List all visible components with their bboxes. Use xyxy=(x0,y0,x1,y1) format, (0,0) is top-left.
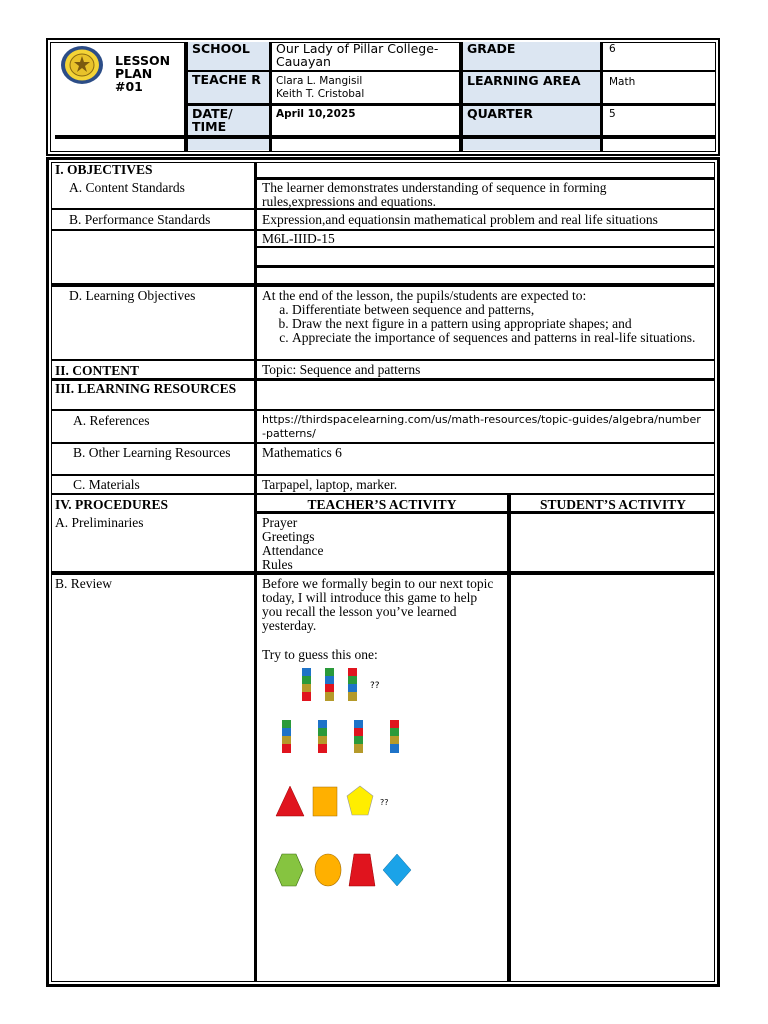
competency-code: M6L-IIID-15 xyxy=(262,231,335,246)
materials-value: Tarpapel, laptop, marker. xyxy=(262,477,398,492)
learning-objectives-label: D. Learning Objectives xyxy=(69,288,196,303)
date-value: April 10,2025 xyxy=(276,108,356,120)
preliminaries-list xyxy=(262,516,323,572)
block-stack-3 xyxy=(348,668,357,701)
option-stack-d xyxy=(390,720,399,753)
option-stack-c xyxy=(354,720,363,753)
review-label: B. Review xyxy=(55,576,112,591)
references-label: A. References xyxy=(73,413,150,428)
preliminary-item: Rules xyxy=(262,557,293,572)
svg-text:??: ?? xyxy=(380,798,389,807)
learning-objectives-intro: At the end of the lesson, the pupils/students are expected to: xyxy=(262,288,587,303)
objectives-heading: I. OBJECTIVES xyxy=(55,162,153,177)
learning-objective-item: a. Differentiate between sequence and patterns, xyxy=(292,303,702,317)
svg-text:??: ?? xyxy=(370,681,380,691)
teacher-value-2: Keith T. Cristobal xyxy=(276,88,365,100)
content-heading: II. CONTENT xyxy=(55,363,140,378)
content-standards-value: The learner demonstrates understanding of sequence in forming rules,expressions and equations. xyxy=(262,180,607,209)
learning-objectives xyxy=(262,289,702,345)
teacher-label: TEACHE R xyxy=(192,72,261,87)
pattern-puzzle xyxy=(262,660,427,895)
date-label-1: DATE/ xyxy=(192,106,233,121)
oval-shape xyxy=(315,854,341,886)
learning-area-value: Math xyxy=(609,76,636,88)
diamond-shape xyxy=(383,854,411,886)
preliminary-item: Attendance xyxy=(262,543,324,558)
date-label-2: TIME xyxy=(192,119,227,134)
learning-area-label: LEARNING AREA xyxy=(467,73,581,88)
block-stack-1 xyxy=(302,668,311,701)
preliminaries-label: A. Preliminaries xyxy=(55,515,144,530)
other-resources-value: Mathematics 6 xyxy=(262,445,342,460)
teacher-activity-header: TEACHER’S ACTIVITY xyxy=(307,497,457,512)
student-activity-header: STUDENT’S ACTIVITY xyxy=(540,497,686,512)
school-label: SCHOOL xyxy=(192,41,250,56)
grade-value: 6 xyxy=(609,43,616,55)
content-topic: Topic: Sequence and patterns xyxy=(262,362,421,377)
option-stack-a xyxy=(282,720,291,753)
block-stack-2 xyxy=(325,668,334,701)
hexagon-shape xyxy=(275,854,303,886)
preliminary-item: Prayer xyxy=(262,515,298,530)
procedures-heading: IV. PROCEDURES xyxy=(55,497,169,512)
school-logo xyxy=(59,44,105,86)
quarter-value: 5 xyxy=(609,108,616,120)
review-text: Before we formally begin to our next topic today, I will introduce this game to help you recall the lesson you’ve learned yesterday. xyxy=(262,576,494,633)
references-link[interactable]: https://thirdspacelearning.com/us/math-resources/topic-guides/algebra/number-patterns/ xyxy=(262,413,701,440)
resources-heading: III. LEARNING RESOURCES xyxy=(55,381,237,396)
quarter-label: QUARTER xyxy=(467,106,533,121)
trapezoid-shape xyxy=(349,854,375,886)
content-standards-label: A. Content Standards xyxy=(69,180,185,195)
teacher-value-1: Clara L. Mangisil xyxy=(276,75,363,87)
learning-objective-item: b. Draw the next figure in a pattern using appropriate shapes; and xyxy=(292,317,702,331)
learning-objective-item: c. Appreciate the importance of sequences and patterns in real-life situations. xyxy=(292,331,702,345)
performance-standards-label: B. Performance Standards xyxy=(69,212,211,227)
triangle-shape xyxy=(276,786,304,816)
school-value: Our Lady of Pillar College-Cauayan xyxy=(276,41,439,69)
square-shape xyxy=(313,787,337,816)
performance-standards-value: Expression,and equationsin mathematical problem and real life situations xyxy=(262,212,658,227)
pentagon-shape xyxy=(347,786,373,815)
review-prompt: Try to guess this one: xyxy=(262,647,378,662)
preliminary-item: Greetings xyxy=(262,529,315,544)
materials-label: C. Materials xyxy=(73,477,140,492)
lesson-plan-label: LESSON PLAN #01 xyxy=(115,53,171,94)
grade-label: GRADE xyxy=(467,41,516,56)
other-resources-label: B. Other Learning Resources xyxy=(73,445,231,460)
option-stack-b xyxy=(318,720,327,753)
